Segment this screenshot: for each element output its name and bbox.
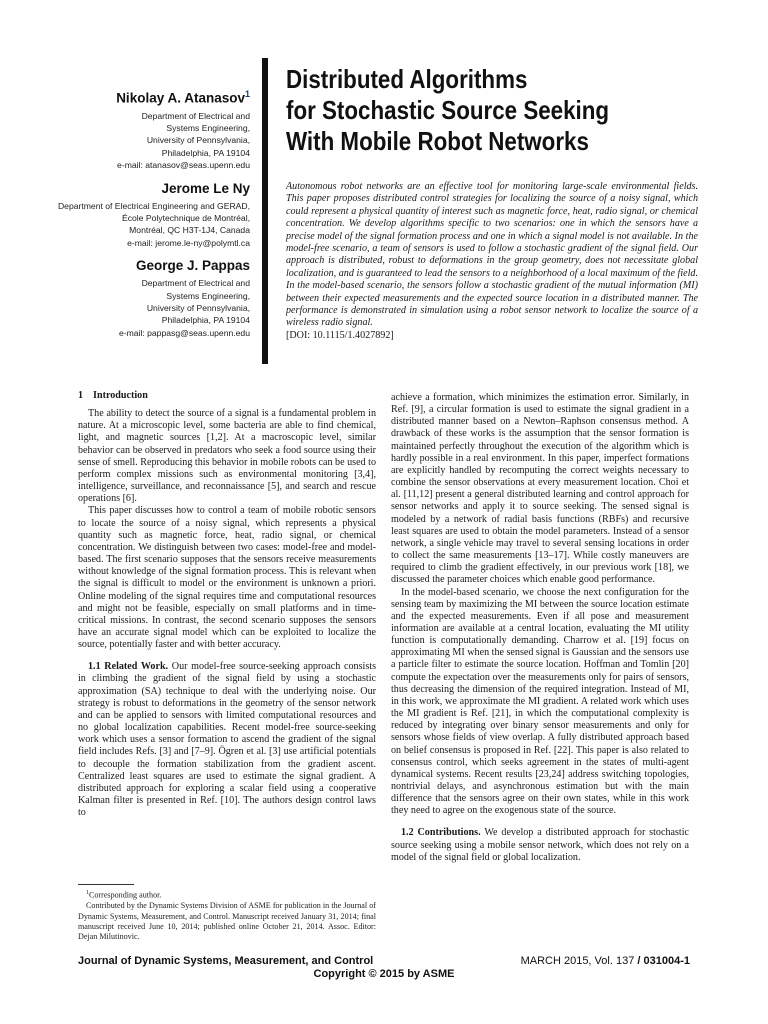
- subsection-paragraph: 1.2 Contributions. We develop a distributed approach for stochastic source seeking using a mobile sensor network, which does not rely on a model of the signal field or global localization.: [391, 827, 689, 863]
- footnote: $^1$Corresponding author.: [86, 890, 162, 900]
- author-name: George J. Pappas: [135, 258, 250, 274]
- journal-name: Journal of Dynamic Systems, Measurement, and Control: [78, 955, 374, 967]
- body-paragraph: achieve a formation, which minimizes the estimation error. Similarly, in Ref. [9], a circular formation is used to estimate the signal gradient in a distributed manner based on a Newton–Raphson consensus method. A drawback of these works is the assumption that the sensor formation is maintained perfectly throughout the execution of the algorithm which is hardly possible in a real environment. In this paper, imperfect formations are explicitly handled by recomputing the correct weights necessary to combine the sensor observations at every measurement location. Choi et al. [11,12] present a general distributed learning and control approach for sensor networks and apply it to source seeking. The sensed signal is modeled by a network of radial basis functions (RBFs) and recursive least squares are used to obtain the model parameters. Instead of a sensor network, a single vehicle may travel to several sensing locations in order to collect the same measurements [13–17]. While costly maneuvers are required to climb the gradient effectively, in our previous work [18], we discussed the parameter choices which enable good performance.: [391, 392, 689, 586]
- copyright-notice: Copyright © 2015 by ASME: [313, 968, 455, 980]
- abstract-text: Autonomous robot networks are an effective tool for monitoring large-scale environmental fields. This paper proposes distributed control strategies for localizing the source of a noisy signal, which could represent a physical quantity of interest such as magnetic force, heat, radio signal, or chemical concentration. We develop algorithms specific to two scenarios: one in which the sensors have a precise model of the signal formation process and one in which a signal model is not available. In the model-free scenario, a team of sensors is used to follow a stochastic gradient of the signal field. Our approach is distributed, robust to deformations in the group geometry, does not necessitate global localization, and is guaranteed to lead the sensors to a neighborhood of a local maximum of the field. In the model-based scenario, the sensors follow a stochastic gradient of the mutual information (MI) between their expected measurements and the expected source location in a distributed manner. The performance is demonstrated in simulation using a robot sensor network to localize the source of a wireless radio signal.: [286, 181, 698, 329]
- title-block: [286, 64, 706, 157]
- doi-link[interactable]: [DOI: 10.1115/1.4027892]: [286, 329, 394, 341]
- author-affiliation: Department of Electrical and Systems Engineering, University of Pennsylvania, Philadelphia, PA 19104 e-mail: pappasg@seas.upenn.edu: [60, 277, 250, 339]
- body-paragraph: This paper discusses how to control a team of mobile robotic sensors to locate the source of a noisy signal, which represents a physical quantity such as magnetic force, heat, radio signal, or chemical concentration. We distinguish between two cases: model-free and model-based. The first scenario supposes that the sensors receive measurements without knowledge of the signal formation process. This is relevant when the signal is difficult to model or the environment is unknown a priori. Online modeling of the signal requires time and computational resources and might not be feasible, especially on small platforms and in time-critical missions. In contrast, the second scenario supposes the sensors have an accurate signal model which can be exploited to localize the source, potentially faster and with better accuracy.: [78, 505, 376, 651]
- subsection-heading: 1.1 Related Work.: [88, 661, 169, 673]
- footnote: Contributed by the Dynamic Systems Division of ASME for publication in the Journal of Dynamic Systems, Measurement, and Control. Manuscript received January 31, 2014; final manuscript received June 10, 2014; published online October 21, 2014. Assoc. Editor: Dejan Milutinovic.: [78, 901, 376, 942]
- right-column: [391, 392, 689, 864]
- abstract: [286, 181, 698, 342]
- footnote-marker[interactable]: 1: [244, 89, 250, 99]
- author-2: [57, 180, 250, 250]
- paper-title: Distributed Algorithms for Stochastic Source Seeking With Mobile Robot Networks: [286, 64, 610, 156]
- author-name: Nikolay A. Atanasov$^1$: [116, 89, 250, 106]
- footnote-divider: [78, 884, 134, 885]
- section-heading: 1 Introduction: [78, 390, 148, 401]
- author-block: [57, 86, 250, 347]
- author-email[interactable]: e-mail: pappasg@seas.upenn.edu: [118, 327, 250, 338]
- author-email[interactable]: e-mail: jerome.le-ny@polymtl.ca: [127, 237, 250, 248]
- title-divider-bar: [262, 58, 268, 364]
- author-affiliation: Department of Electrical and Systems Engineering, University of Pennsylvania, Philadelphia, PA 19104 e-mail: atanasov@seas.upenn.edu: [60, 110, 250, 172]
- author-1: [60, 86, 250, 172]
- subsection-heading: 1.2 Contributions.: [401, 827, 481, 839]
- body-paragraph: In the model-based scenario, we choose the next configuration for the sensing team by maximizing the MI between the source location estimate and the expected measurements. Even if all pose and measurement information are available at a central location, evaluating the MI utility function is computationally demanding. Charrow et al. [19] focus on approximating MI when the sensed signal is Gaussian and the sensors use a particle filter to estimate the source location. Hoffman and Tomlin [20] compute the expectation over the measurements only for pairs of sensors, thus decreasing the dimension of the required integration. Instead of MI, in this work, we approximate the MI gradient. A related work which uses the MI gradient is Ref. [21], in which the computational complexity is reduced by integrating over binary sensor measurements and only for sensors whose fields of view overlap. A fully distributed approach based on belief consensus is proposed in Ref. [22]. This paper is also related to consensus control, which seeks agreement in the states of multi-agent dynamical systems. Recent results [23,24] address switching topologies, nontrivial delays, and asynchronous estimation but with the main difference that the sensors agree on their own states, while in this work they need to agree on the exogenous state of the source.: [391, 586, 689, 817]
- left-column: [78, 380, 376, 819]
- author-name: Jerome Le Ny: [161, 180, 250, 196]
- author-email[interactable]: e-mail: atanasov@seas.upenn.edu: [117, 160, 250, 171]
- author-affiliation: Department of Electrical Engineering and GERAD, École Polytechnique de Montréal, Montréal, QC H3T-1J4, Canada e-mail: jerome.le-ny@polymtl.ca: [57, 200, 250, 248]
- author-3: [60, 257, 250, 339]
- article-number: 031004-1: [643, 955, 690, 967]
- subsection-paragraph: 1.1 Related Work. Our model-free source-seeking approach consists in climbing the gradient of the signal field by using a stochastic approximation (SA) technique to deal with the underlying noise. Our strategy is robust to deformations in the geometry of the sensor network and can be applied to sensors with limited computational resources and no global localization capabilities. Recent model-free source-seeking work which uses a sensor formation to ascend the gradient of the signal field includes Refs. [3] and [7–9]. Ögren et al. [3] use artificial potentials to decouple the formation stabilization from the gradient ascent. Centralized least squares are used to estimate the signal gradient. A distributed approach for exploring a scalar field using a cooperative Kalman filter is presented in Ref. [10]. The authors design control laws to: [78, 661, 376, 819]
- issue-info: MARCH 2015, Vol. 137 / 031004-1: [520, 955, 690, 967]
- footnotes: [78, 888, 376, 943]
- body-paragraph: The ability to detect the source of a signal is a fundamental problem in nature. At a microscopic level, some bacteria are able to find chemical, light, and magnetic sources [1,2]. At a macroscopic level, similar behavior can be observed in predators who seek a food source using their sense of smell. Reproducing this behavior in mobile robots can be used to perform complex missions such as environmental monitoring [3,4], intelligence, surveillance, and reconnaissance [5], and search and rescue operations [6].: [78, 408, 376, 505]
